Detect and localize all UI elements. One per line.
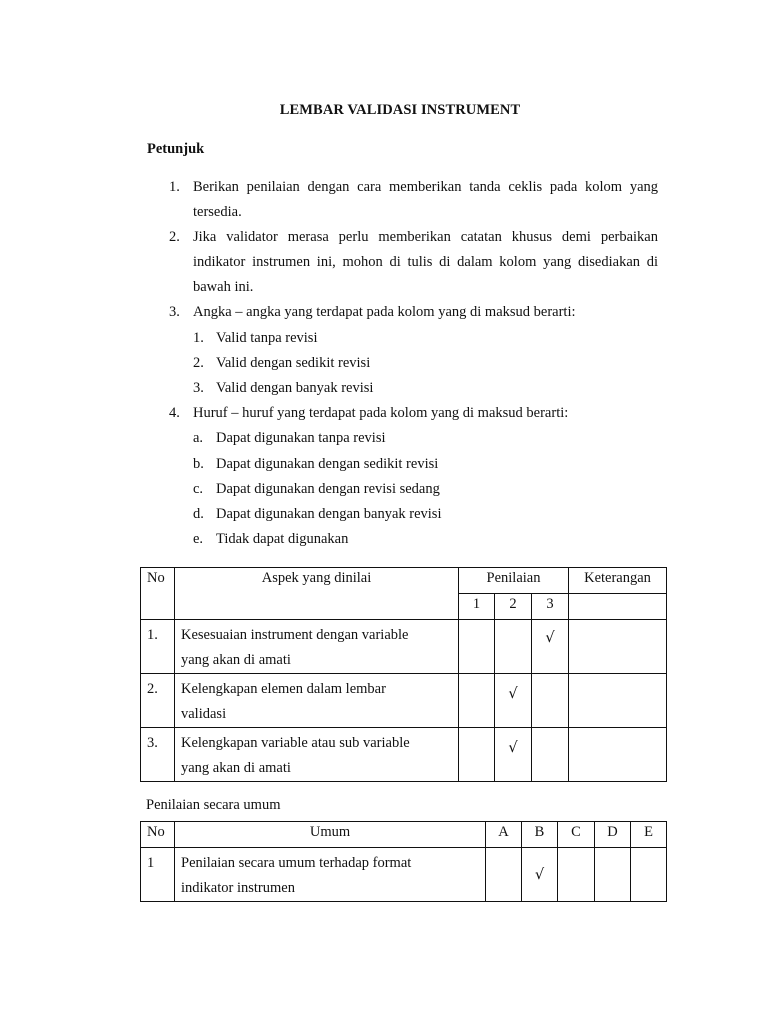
check-cell[interactable] — [459, 674, 495, 728]
instruction-number: 3. — [169, 304, 180, 320]
check-cell[interactable]: √ — [495, 728, 532, 782]
header-keterangan-blank — [569, 594, 667, 620]
row-no: 1. — [141, 620, 175, 674]
header-no: No — [141, 822, 175, 848]
sub-text: Dapat digunakan dengan revisi sedang — [216, 481, 440, 497]
check-cell[interactable] — [532, 728, 569, 782]
instruction-number: 2. — [169, 229, 180, 245]
instruction-line: indikator instrumen ini, mohon di tulis di dalam kolom yang disediakan di — [193, 254, 658, 270]
header-aspek: Aspek yang dinilai — [175, 568, 459, 620]
instruction-line: bawah ini. — [193, 279, 254, 295]
check-cell[interactable] — [495, 620, 532, 674]
header-grade-e: E — [631, 822, 667, 848]
sub-number: 1. — [193, 330, 204, 346]
check-cell[interactable]: √ — [522, 848, 558, 902]
header-grade-a: A — [486, 822, 522, 848]
instruction-number: 1. — [169, 179, 180, 195]
instruction-line: Jika validator merasa perlu memberikan catatan khusus demi perbaikan — [193, 229, 658, 245]
row-no: 2. — [141, 674, 175, 728]
check-cell[interactable] — [558, 848, 595, 902]
validation-table — [140, 567, 667, 782]
header-score-2: 2 — [495, 594, 532, 620]
sub-number: c. — [193, 481, 204, 497]
header-umum: Umum — [175, 822, 486, 848]
header-score-1: 1 — [459, 594, 495, 620]
sub-text: Valid dengan banyak revisi — [216, 380, 374, 396]
header-score-3: 3 — [532, 594, 569, 620]
document-title: LEMBAR VALIDASI INSTRUMENT — [279, 102, 521, 118]
instruction-line: Huruf – huruf yang terdapat pada kolom yang di maksud berarti: — [193, 405, 569, 421]
table-row — [141, 728, 667, 782]
instruction-number: 4. — [169, 405, 180, 421]
check-cell[interactable] — [595, 848, 631, 902]
table-row — [141, 674, 667, 728]
header-penilaian: Penilaian — [459, 568, 569, 594]
check-cell[interactable] — [459, 620, 495, 674]
instructions-heading: Petunjuk — [147, 141, 205, 157]
keterangan-cell[interactable] — [569, 728, 667, 782]
row-umum: Penilaian secara umum terhadap format indikator instrumen — [175, 848, 486, 902]
sub-text: Dapat digunakan dengan banyak revisi — [216, 506, 442, 522]
instruction-line: Berikan penilaian dengan cara memberikan tanda ceklis pada kolom yang — [193, 179, 658, 195]
row-no: 3. — [141, 728, 175, 782]
check-cell[interactable]: √ — [532, 620, 569, 674]
header-grade-d: D — [595, 822, 631, 848]
instruction-line: Angka – angka yang terdapat pada kolom yang di maksud berarti: — [193, 304, 576, 320]
sub-text: Valid dengan sedikit revisi — [216, 355, 371, 371]
section-label: Penilaian secara umum — [146, 797, 281, 813]
row-aspek: Kesesuaian instrument dengan variable yang akan di amati — [175, 620, 459, 674]
header-grade-c: C — [558, 822, 595, 848]
row-aspek: Kelengkapan elemen dalam lembar validasi — [175, 674, 459, 728]
table-row — [141, 848, 667, 902]
check-cell[interactable] — [486, 848, 522, 902]
row-aspek: Kelengkapan variable atau sub variable yang akan di amati — [175, 728, 459, 782]
header-grade-b: B — [522, 822, 558, 848]
header-keterangan: Keterangan — [569, 568, 667, 594]
sub-text: Tidak dapat digunakan — [216, 531, 349, 547]
sub-number: b. — [193, 456, 204, 472]
sub-number: 2. — [193, 355, 204, 371]
check-cell[interactable] — [459, 728, 495, 782]
sub-text: Valid tanpa revisi — [216, 330, 318, 346]
check-cell[interactable] — [532, 674, 569, 728]
sub-text: Dapat digunakan tanpa revisi — [216, 430, 386, 446]
keterangan-cell[interactable] — [569, 620, 667, 674]
sub-number: d. — [193, 506, 204, 522]
check-cell[interactable]: √ — [495, 674, 532, 728]
sub-number: e. — [193, 531, 204, 547]
sub-number: a. — [193, 430, 204, 446]
header-no: No — [141, 568, 175, 620]
row-no: 1 — [141, 848, 175, 902]
check-cell[interactable] — [631, 848, 667, 902]
sub-number: 3. — [193, 380, 204, 396]
sub-text: Dapat digunakan dengan sedikit revisi — [216, 456, 439, 472]
table-row — [141, 620, 667, 674]
keterangan-cell[interactable] — [569, 674, 667, 728]
instruction-line: tersedia. — [193, 204, 242, 220]
general-assessment-table — [140, 821, 667, 902]
